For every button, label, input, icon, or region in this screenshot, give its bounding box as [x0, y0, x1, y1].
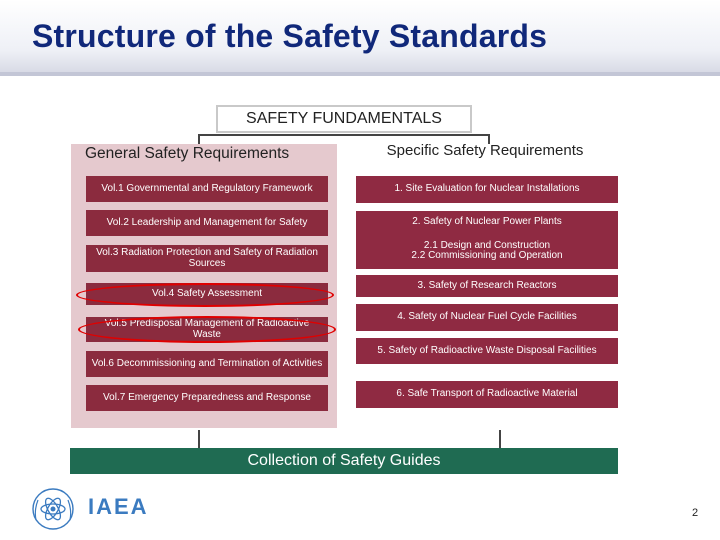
general-vol-2: Vol.2 Leadership and Management for Safety [86, 210, 328, 236]
specific-req-2: 2. Safety of Nuclear Power Plants [356, 211, 618, 233]
highlight-ellipse-vol-5 [78, 316, 336, 343]
general-vol-5: Vol.5 Predisposal Management of Radioactive Waste [86, 317, 328, 342]
general-vol-4: Vol.4 Safety Assessment [86, 283, 328, 305]
specific-req-5: 5. Safety of Radioactive Waste Disposal Facilities [356, 338, 618, 364]
title-bar [0, 0, 720, 76]
connector-line [499, 430, 501, 448]
general-vol-7: Vol.7 Emergency Preparedness and Response [86, 385, 328, 411]
specific-req-4: 4. Safety of Nuclear Fuel Cycle Facilities [356, 304, 618, 331]
page-number: 2 [692, 507, 699, 519]
general-vol-6: Vol.6 Decommissioning and Termination of Activities [86, 351, 328, 377]
iaea-wordmark: IAEA [88, 494, 149, 519]
specific-req-3: 3. Safety of Research Reactors [356, 275, 618, 297]
highlight-ellipse-vol-4 [76, 283, 334, 307]
specific-req-6: 6. Safe Transport of Radioactive Material [356, 381, 618, 408]
specific-requirements-heading: Specific Safety Requirements [386, 142, 584, 159]
iaea-emblem-icon [30, 486, 76, 532]
specific-req-2-parts: 2.1 Design and Construction 2.2 Commissioning and Operation [356, 233, 618, 269]
general-vol-3: Vol.3 Radiation Protection and Safety of Radiation Sources [86, 245, 328, 272]
connector-line [198, 430, 200, 448]
general-requirements-heading: General Safety Requirements [85, 145, 290, 162]
connector-line [198, 134, 200, 144]
connector-line [198, 134, 490, 136]
safety-fundamentals-box: SAFETY FUNDAMENTALS [216, 105, 472, 133]
specific-req-1: 1. Site Evaluation for Nuclear Installations [356, 176, 618, 203]
slide-title: Structure of the Safety Standards [32, 18, 548, 54]
general-vol-1: Vol.1 Governmental and Regulatory Framework [86, 176, 328, 202]
safety-guides-bar: Collection of Safety Guides [70, 448, 618, 474]
